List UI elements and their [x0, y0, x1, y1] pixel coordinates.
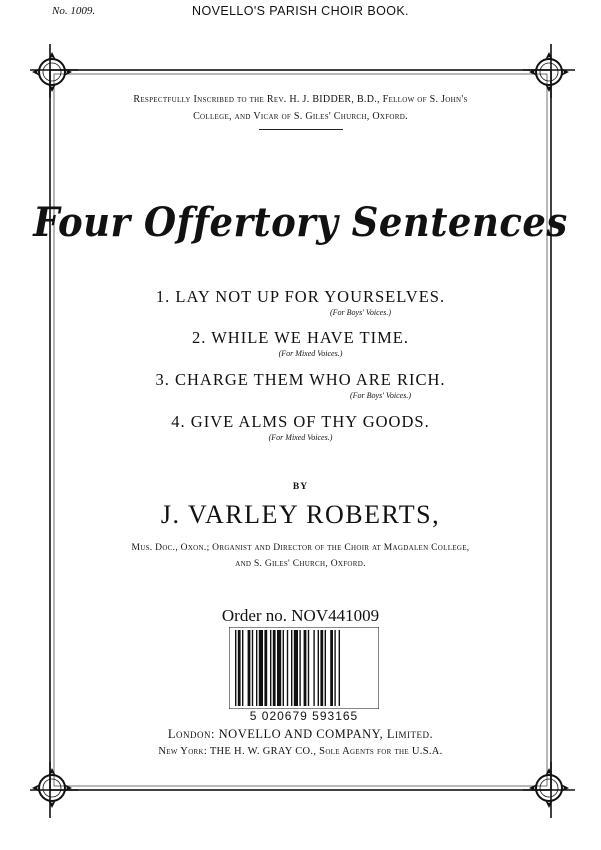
composer-name: J. VARLEY ROBERTS,	[160, 500, 441, 529]
credentials-line-1: Mus. Doc., Oxon.; Organist and Director of the Choir at Magdalen College,	[131, 543, 470, 553]
item-2-note: (For Mixed Voices.)	[278, 349, 343, 358]
divider-rule	[259, 129, 343, 130]
corner-ornament-bottom-right	[529, 768, 569, 808]
item-4-note: (For Mixed Voices.)	[268, 433, 333, 442]
corner-ornament-top-right	[529, 52, 569, 92]
series-number: No. 1009.	[52, 5, 96, 17]
series-title: NOVELLO'S PARISH CHOIR BOOK.	[192, 4, 409, 18]
publisher: London: NOVELLO AND COMPANY, Limited.	[167, 727, 434, 741]
dedication-line-2: College, and Vicar of S. Giles' Church, Oxford.	[193, 111, 408, 122]
by-label: BY	[292, 482, 309, 492]
agents: New York: THE H. W. GRAY CO., Sole Agents for the U.S.A.	[158, 746, 443, 757]
barcode-number: 5 020679 593165	[249, 709, 359, 723]
item-1-title: 1. LAY NOT UP FOR YOURSELVES.	[155, 287, 446, 306]
corner-ornament-top-left	[32, 52, 72, 92]
dedication	[0, 91, 601, 125]
item-1-note: (For Boys' Voices.)	[329, 308, 392, 317]
dedication-line-1: Respectfully Inscribed to the Rev. H. J. BIDDER, B.D., Fellow of S. John's	[133, 94, 468, 105]
item-4-title: 4. GIVE ALMS OF THY GOODS.	[171, 412, 430, 431]
corner-ornament-bottom-left	[32, 768, 72, 808]
item-3-title: 3. CHARGE THEM WHO ARE RICH.	[155, 370, 446, 389]
credentials-line-2: and S. Giles' Church, Oxford.	[235, 559, 366, 569]
composer-credentials	[0, 540, 601, 572]
order-number: Order no. NOV441009	[221, 606, 380, 625]
item-2-title: 2. WHILE WE HAVE TIME.	[192, 328, 409, 347]
item-3-note: (For Boys' Voices.)	[349, 391, 412, 400]
page-title: Four Offertory Sentences	[33, 198, 568, 246]
barcode	[229, 627, 379, 709]
